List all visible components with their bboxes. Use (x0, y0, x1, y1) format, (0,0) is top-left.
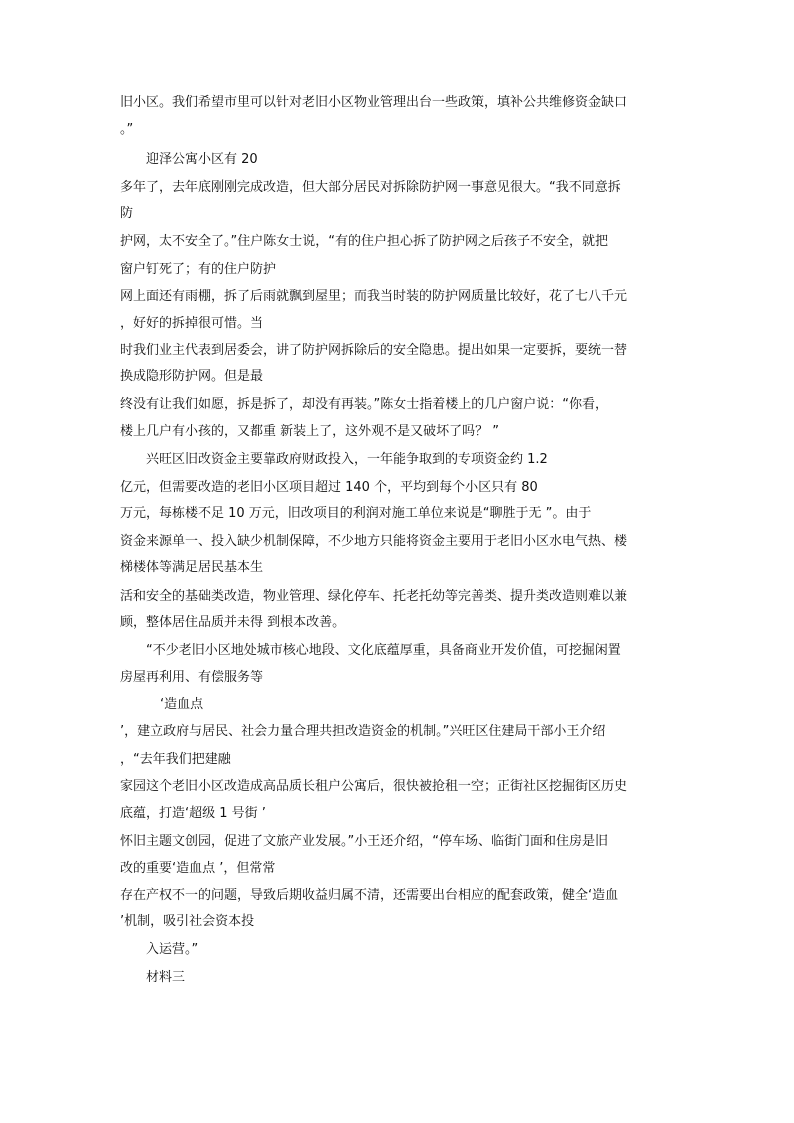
paragraph-start: 兴旺区旧改资金主要靠政府财政投入，一年能争取到的专项资金约 1.2 (146, 452, 548, 467)
text-line: 时我们业主代表到居委会，讲了防护网拆除后的安全隐患。提出如果一定要拆，要统一替 (120, 343, 628, 358)
text-line: ，“去年我们把建融 (120, 752, 231, 767)
section-heading: 材料三 (146, 970, 186, 985)
text-line: 换成隐形防护网。但是最 (120, 369, 264, 384)
text-line: 怀旧主题文创园，促进了文旅产业发展。”小王还介绍，“停车场、临街门面和住房是旧 (120, 834, 608, 849)
text-line: ’机制，吸引社会资本投 (120, 914, 255, 929)
text-line: 家园这个老旧小区改造成高品质长租户公寓后，很快被抢租一空；正街社区挖掘街区历史 (120, 779, 628, 794)
text-line: 改的重要‘造血点 ’，但常常 (120, 861, 276, 876)
text-line: 旧小区。我们希望市里可以针对老旧小区物业管理出台一些政策，填补公共维修资金缺口 (120, 95, 628, 110)
text-line: ‘造血点 (160, 697, 204, 712)
text-line: 。” (120, 122, 134, 137)
text-line: ’，建立政府与居民、社会力量合理共担改造资金的机制。”兴旺区住建局干部小王介绍 (120, 724, 606, 739)
text-line: 多年了，去年底刚刚完成改造，但大部分居民对拆除防护网一事意见很大。“我不同意拆 (120, 180, 621, 195)
text-line: 底蕴，打造‘超级 1 号街 ’ (120, 806, 266, 821)
text-line: 存在产权不一的问题，导致后期收益归属不清，还需要出台相应的配套政策，健全‘造血 (120, 888, 619, 903)
text-line: 顾，整体居住品质并未得 到根本改善。 (120, 615, 346, 630)
text-line: 防 (120, 206, 134, 221)
text-line: 护网，太不安全了。”住户陈女士说，“有的住户担心拆了防护网之后孩子不安全，就把 (120, 234, 608, 249)
text-line: 亿元，但需要改造的老旧小区项目超过 140 个，平均到每个小区只有 80 (120, 480, 538, 495)
text-line: 房屋再利用、有偿服务等 (120, 670, 264, 685)
text-line: 楼上几户有小孩的，又都重 新装上了，这外观不是又破坏了吗？ ” (120, 424, 499, 439)
text-line: 入运营。” (146, 942, 199, 957)
text-line: 资金来源单一、投入缺少机制保障，不少地方只能将资金主要用于老旧小区水电气热、楼 (120, 534, 628, 549)
text-line: 终没有让我们如愿，拆是拆了，却没有再装。”陈女士指着楼上的几户窗户说：“你看， (120, 397, 608, 412)
text-line: 万元，每栋楼不足 10 万元，旧改项目的利润对施工单位来说是“聊胜于无 ”。由于 (120, 506, 592, 521)
text-line: 窗户钉死了；有的住户防护 (120, 262, 277, 277)
text-line: 活和安全的基础类改造，物业管理、绿化停车、托老托幼等完善类、提升类改造则难以兼 (120, 589, 628, 604)
text-line: 网上面还有雨棚，拆了后雨就飘到屋里；而我当时装的防护网质量比较好，花了七八千元 (120, 289, 628, 304)
paragraph-start: “不少老旧小区地处城市核心地段、文化底蕴厚重，具备商业开发价值，可挖掘闲置 (146, 643, 621, 658)
paragraph-start: 迎泽公寓小区有 20 (146, 152, 258, 167)
text-line: 梯楼体等满足居民基本生 (120, 560, 264, 575)
text-line: ，好好的拆掉很可惜。当 (120, 316, 264, 331)
